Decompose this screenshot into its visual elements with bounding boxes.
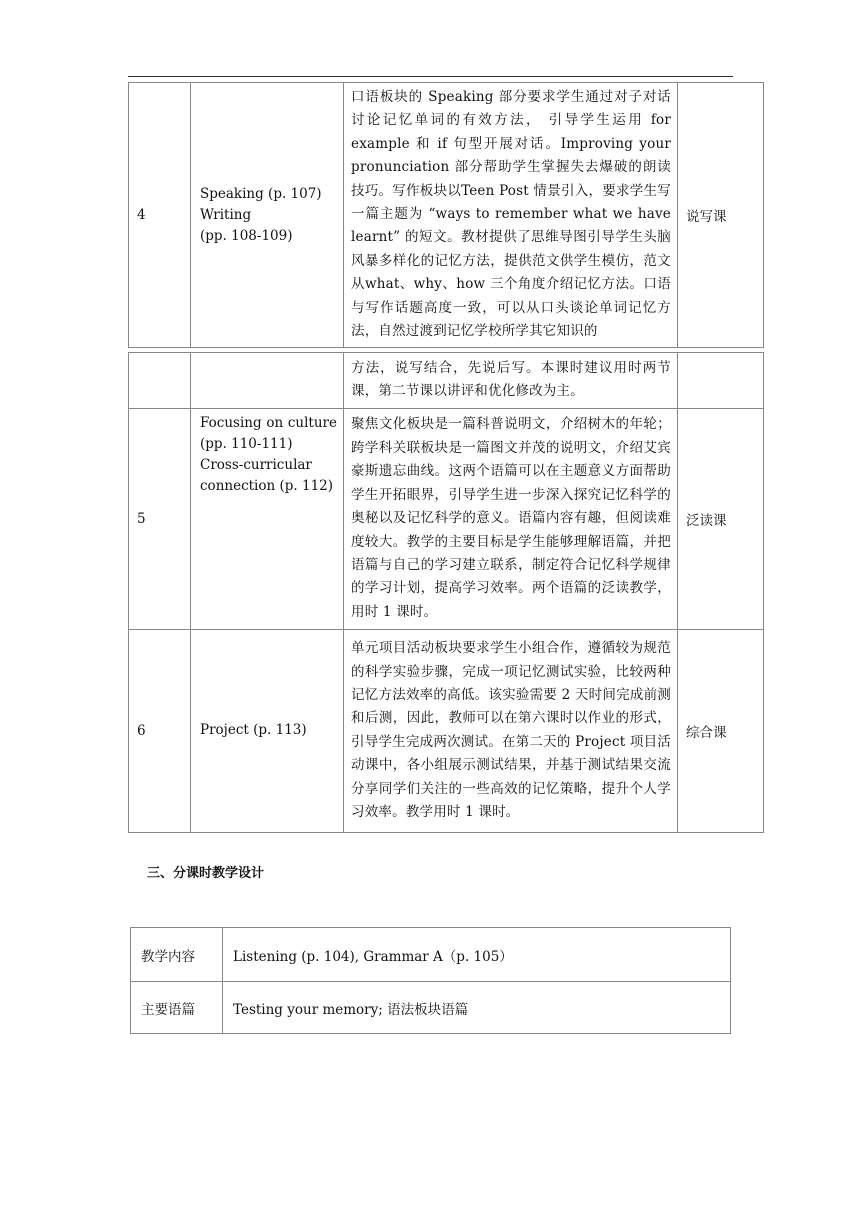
lesson-design-table — [130, 927, 731, 1034]
row-number: 5 — [129, 408, 191, 629]
page-header-rule — [128, 76, 733, 77]
row-number — [129, 353, 191, 409]
description-cell: 方法，说写结合，先说后写。本课时建议用时两节课，第二节课以讲评和优化修改为主。 — [344, 353, 678, 409]
section-label: Writing — [200, 206, 252, 223]
unit-plan-table-part1 — [128, 82, 764, 348]
row-label: 教学内容 — [131, 928, 223, 982]
description-cell: 单元项目活动板块要求学生小组合作，遵循较为规范的科学实验步骤，完成一项记忆测试实验，比较两种记忆方法效率的高低。该实验需要 2 天时间完成前测和后测，因此，教师可以在第六课时以作业的形式，引导学生完成两次测试。在第二天的 Project 项目活动课中，各小组展示测试结果，并基于测试结果交流分享同学们关注的一些高效的记忆策略，提升个人学习效率。教学用时 1 课时。 — [344, 629, 678, 832]
section-cell — [191, 408, 344, 629]
section-cell — [191, 629, 344, 832]
table-row — [129, 353, 764, 409]
section-label: Focusing on culture — [200, 414, 337, 431]
row-number: 4 — [129, 83, 191, 348]
section-heading: 三、分课时教学设计 — [147, 866, 265, 881]
table-row — [131, 982, 731, 1034]
description-cell: 聚焦文化板块是一篇科普说明文，介绍树木的年轮；跨学科关联板块是一篇图文并茂的说明文，介绍艾宾豪斯遗忘曲线。这两个语篇可以在主题意义方面帮助学生开拓眼界，引导学生进一步深入探究记忆科学的奥秘以及记忆科学的意义。语篇内容有趣，但阅读难度较大。教学的主要目标是学生能够理解语篇，并把语篇与自己的学习建立联系，制定符合记忆科学规律的学习计划，提高学习效率。两个语篇的泛读教学，用时 1 课时。 — [344, 408, 678, 629]
section-label: Project (p. 113) — [200, 722, 307, 739]
row-value: Listening (p. 104), Grammar A（p. 105） — [223, 928, 731, 982]
table-row — [129, 83, 764, 348]
table-row — [129, 408, 764, 629]
row-value: Testing your memory; 语法板块语篇 — [223, 982, 731, 1034]
section-label: Speaking (p. 107) — [200, 185, 322, 202]
description-cell: 口语板块的 Speaking 部分要求学生通过对子对话讨论记忆单词的有效方法， 引导学生运用 for example 和 if 句型开展对话。Improving your pronunciation 部分帮助学生掌握失去爆破的朗读技巧。写作板块以Teen Post 情景引入，要求学生写一篇主题为 “ways to remember what we have learnt” 的短文。教材提供了思维导图引导学生头脑风暴多样化的记忆方法，提供范文供学生模仿，范文从what、why、how 三个角度介绍记忆方法。口语与写作话题高度一致，可以从口头谈论单词记忆方法，自然过渡到记忆学校所学其它知识的 — [344, 83, 678, 348]
table-row — [129, 629, 764, 832]
table-row — [131, 928, 731, 982]
lesson-type: 泛读课 — [678, 408, 764, 629]
section-label: (pp. 110-111) — [200, 435, 293, 452]
section-label: connection (p. 112) — [200, 477, 334, 494]
unit-plan-table-part2 — [128, 352, 764, 833]
section-label: (pp. 108-109) — [200, 227, 293, 244]
section-cell — [191, 83, 344, 348]
row-label: 主要语篇 — [131, 982, 223, 1034]
section-label: Cross-curricular — [200, 456, 312, 473]
lesson-type: 综合课 — [678, 629, 764, 832]
lesson-type — [678, 353, 764, 409]
lesson-type: 说写课 — [678, 83, 764, 348]
row-number: 6 — [129, 629, 191, 832]
section-cell — [191, 353, 344, 409]
